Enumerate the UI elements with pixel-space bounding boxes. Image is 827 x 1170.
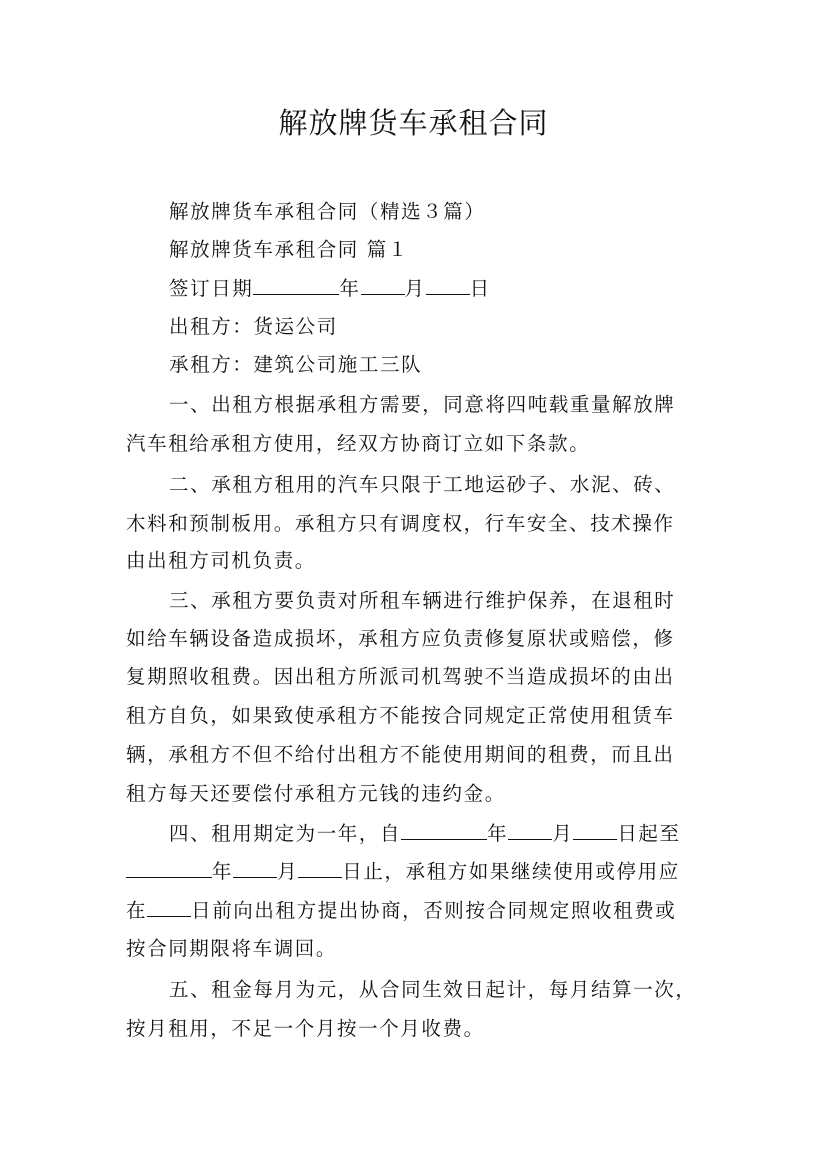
blank-field [147, 897, 191, 917]
clause4-text: 日起至 [617, 822, 681, 845]
sign-date-year: 年 [339, 277, 361, 300]
document-subtitle: 解放牌货车承租合同（精选３篇） [169, 200, 486, 223]
sign-date-label: 签订日期 [169, 277, 254, 300]
clause3-line: 如给车辆设备造成损坏，承租方应负责修复原状或赔偿，修 [126, 627, 675, 650]
clause4-line [126, 897, 676, 925]
document-title: 解放牌货车承租合同 [278, 106, 549, 140]
lessor-line: 出租方：货运公司 [169, 315, 338, 338]
clause2-line: 由出租方司机负责。 [126, 549, 316, 572]
clause4-text: 在 [126, 899, 148, 922]
section-heading: 解放牌货车承租合同 篇１ [169, 238, 409, 261]
blank-field [426, 275, 470, 295]
sign-date-line [169, 275, 491, 303]
clause4-text: 年 [212, 860, 234, 883]
clause3-line: 复期照收租费。因出租方所派司机驾驶不当造成损坏的由出 [126, 665, 675, 688]
blank-field [508, 820, 552, 840]
clause4-text: 月 [277, 860, 299, 883]
clause4-text: 月 [552, 822, 574, 845]
clause2-line: 木料和预制板用。承租方只有调度权，行车安全、技术操作 [126, 512, 675, 535]
blank-field [126, 858, 212, 878]
clause1-line: 一、出租方根据承租方需要，同意将四吨载重量解放牌 [169, 393, 676, 416]
clause3-line: 辆，承租方不但不给付出租方不能使用期间的租费，而且出 [126, 743, 675, 766]
blank-field [401, 820, 487, 840]
blank-field [361, 275, 405, 295]
clause4-text: 日前向出租方提出协商，否则按合同规定照收租费或 [191, 899, 677, 922]
clause5-line: 按月租用，不足一个月按一个月收费。 [126, 1017, 485, 1040]
blank-field [298, 858, 342, 878]
clause4-text: 日止，承租方如果继续使用或停用应 [342, 860, 680, 883]
clause3-line: 租方自负，如果致使承租方不能按合同规定正常使用租赁车 [126, 704, 675, 727]
clause3-line: 租方每天还要偿付承租方元钱的违约金。 [126, 782, 506, 805]
clause4-line [169, 820, 681, 848]
clause4-text: 四、租用期定为一年，自 [169, 822, 402, 845]
blank-field [573, 820, 617, 840]
clause3-line: 三、承租方要负责对所租车辆进行维护保养，在退租时 [169, 589, 676, 612]
sign-date-month: 月 [404, 277, 426, 300]
blank-field [233, 858, 277, 878]
blank-field [253, 275, 339, 295]
clause2-line: 二、承租方租用的汽车只限于工地运砂子、水泥、砖、 [169, 473, 676, 496]
clause4-line: 按合同期限将车调回。 [126, 937, 338, 960]
sign-date-day: 日 [469, 277, 491, 300]
clause4-text: 年 [487, 822, 509, 845]
clause5-line: 五、租金每月为元，从合同生效日起计，每月结算一次， [169, 978, 697, 1001]
clause1-line: 汽车租给承租方使用，经双方协商订立如下条款。 [126, 432, 591, 455]
clause4-line [126, 858, 680, 886]
lessee-line: 承租方：建筑公司施工三队 [169, 353, 423, 376]
